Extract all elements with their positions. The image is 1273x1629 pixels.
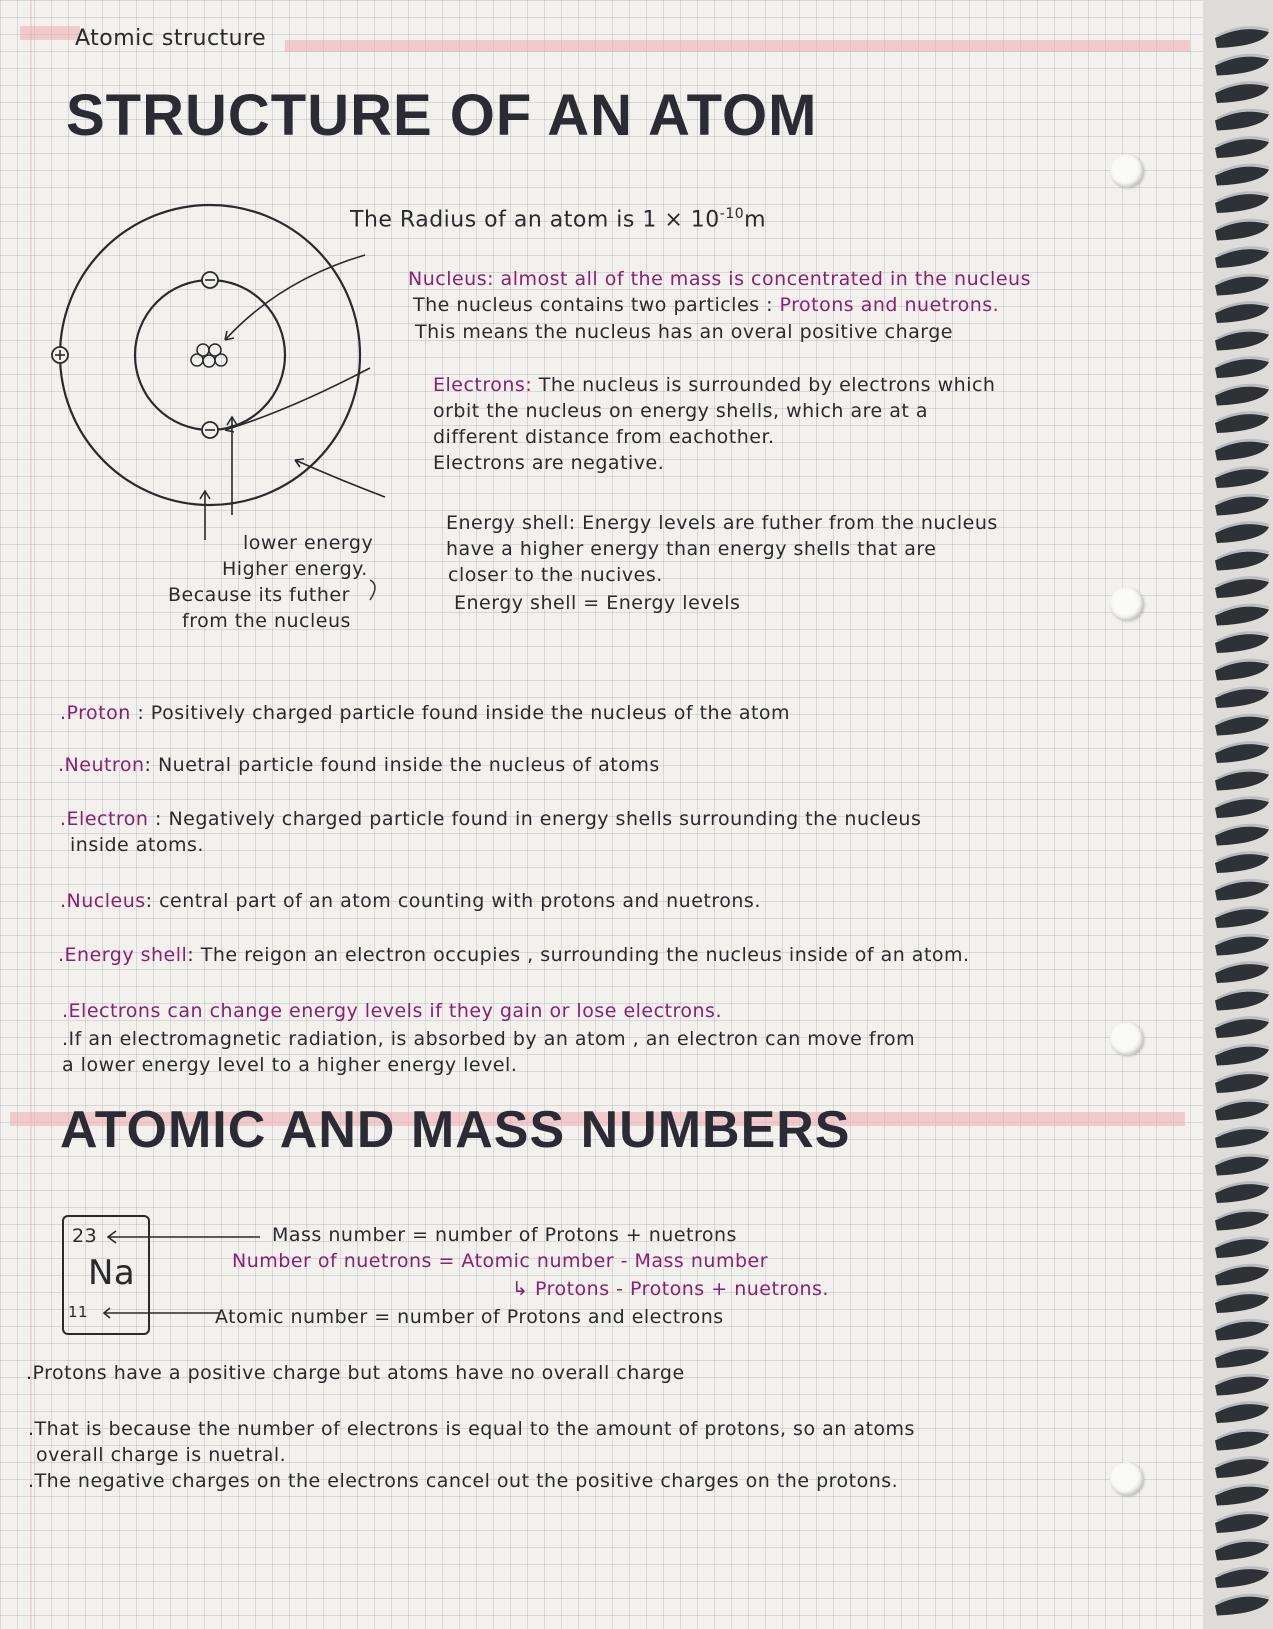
definition-text: : central part of an atom counting with protons and nuetrons. bbox=[145, 890, 761, 912]
definition-nucleus bbox=[60, 890, 761, 912]
charge-note-line3: overall charge is nuetral. bbox=[36, 1444, 287, 1466]
mass-number: 23 bbox=[72, 1225, 98, 1247]
extra-note-line3: a lower energy level to a higher energy level. bbox=[62, 1054, 518, 1076]
label-higher-energy: Higher energy. bbox=[222, 558, 368, 580]
label-from-nucleus: from the nucleus bbox=[182, 610, 351, 632]
definition-proton bbox=[60, 702, 790, 724]
electron-top-icon bbox=[202, 272, 218, 288]
punch-hole-icon bbox=[1110, 154, 1144, 188]
charge-note-line4: .The negative charges on the electrons cancel out the positive charges on the protons. bbox=[28, 1470, 899, 1492]
label-lower-energy: lower energy bbox=[243, 532, 374, 554]
definition-text: : Nuetral particle found inside the nucleus of atoms bbox=[144, 754, 660, 776]
definition-text: : Positively charged particle found inside the nucleus of the atom bbox=[130, 702, 791, 724]
nucleus-note-line2 bbox=[413, 294, 999, 316]
shell-note-line1: Energy shell: Energy levels are futher from the nucleus bbox=[446, 512, 998, 534]
element-symbol: Na bbox=[88, 1253, 136, 1293]
electrons-note-line3: different distance from eachother. bbox=[433, 426, 775, 448]
definition-text: : Negatively charged particle found in energy shells surrounding the nucleus bbox=[148, 808, 922, 830]
definition-electron-cont: inside atoms. bbox=[70, 834, 204, 856]
nucleus-note-line2-a: The nucleus contains two particles : bbox=[413, 294, 780, 316]
header-highlight-left bbox=[20, 26, 80, 40]
page-title: STRUCTURE OF AN ATOM bbox=[66, 83, 818, 148]
punch-hole-icon bbox=[1110, 1462, 1144, 1496]
electrons-note-label: Electrons: bbox=[433, 374, 533, 396]
atomic-number: 11 bbox=[68, 1303, 89, 1321]
mass-note-line1: Mass number = number of Protons + nuetrons bbox=[272, 1224, 737, 1246]
definition-electron bbox=[60, 808, 921, 830]
shell-note-line2: have a higher energy than energy shells that are bbox=[446, 538, 937, 560]
electrons-note-line2: orbit the nucleus on energy shells, which are at a bbox=[433, 400, 929, 422]
nucleus-note-line2-b: Protons and nuetrons. bbox=[779, 294, 1000, 316]
charge-note-line2: .That is because the number of electrons is equal to the amount of protons, so an atoms bbox=[28, 1418, 915, 1440]
mass-note-line3: ↳ Protons - Protons + nuetrons. bbox=[512, 1278, 829, 1300]
radius-unit: m bbox=[744, 207, 767, 233]
definition-term: .Neutron bbox=[58, 754, 145, 776]
shell-pointer-line bbox=[295, 460, 385, 497]
nucleus-icon bbox=[191, 344, 227, 367]
definition-neutron bbox=[58, 754, 660, 776]
punch-hole-icon bbox=[1110, 587, 1144, 621]
electron-bottom-icon bbox=[202, 422, 218, 438]
electrons-note-line1 bbox=[433, 374, 995, 396]
header-highlight bbox=[285, 40, 1190, 52]
bracket-icon bbox=[370, 580, 375, 600]
mass-note-line2: Number of nuetrons = Atomic number - Mass number bbox=[232, 1250, 769, 1272]
radius-text: The Radius of an atom is 1 × 10 bbox=[350, 207, 720, 233]
definition-term: .Proton bbox=[60, 702, 131, 724]
shell-note-line3: closer to the nucives. bbox=[448, 564, 663, 586]
nucleus-pointer-line bbox=[225, 255, 365, 340]
definition-energy-shell bbox=[58, 944, 970, 966]
page-margin-line bbox=[30, 0, 32, 1629]
definition-text: : The reigon an electron occupies , surrounding the nucleus inside of an atom. bbox=[187, 944, 970, 966]
topic-label: Atomic structure bbox=[75, 26, 267, 51]
extra-note-line2: .If an electromagnetic radiation, is absorbed by an atom , an electron can move from bbox=[62, 1028, 916, 1050]
radius-exponent: -10 bbox=[719, 206, 745, 222]
nucleus-note-line1: Nucleus: almost all of the mass is concentrated in the nucleus bbox=[408, 268, 1031, 290]
punch-hole-icon bbox=[1110, 1022, 1144, 1056]
extra-note-line1: .Electrons can change energy levels if they gain or lose electrons. bbox=[62, 1000, 722, 1022]
spiral-binding-icon bbox=[1203, 0, 1273, 1629]
electrons-note-text: The nucleus is surrounded by electrons which bbox=[532, 374, 996, 396]
nucleus-note-line3: This means the nucleus has an overal positive charge bbox=[415, 321, 953, 343]
electron-left-icon bbox=[52, 347, 68, 363]
definition-term: .Electron bbox=[60, 808, 149, 830]
mass-note-line4: Atomic number = number of Protons and electrons bbox=[215, 1306, 724, 1328]
label-because: Because its futher bbox=[168, 584, 350, 606]
definition-term: .Nucleus bbox=[60, 890, 146, 912]
definition-term: .Energy shell bbox=[58, 944, 188, 966]
shell-note-line4: Energy shell = Energy levels bbox=[454, 592, 741, 614]
charge-note-line1: .Protons have a positive charge but atoms have no overall charge bbox=[26, 1362, 685, 1384]
electrons-note-line4: Electrons are negative. bbox=[433, 452, 665, 474]
section-title: ATOMIC AND MASS NUMBERS bbox=[60, 1101, 851, 1159]
